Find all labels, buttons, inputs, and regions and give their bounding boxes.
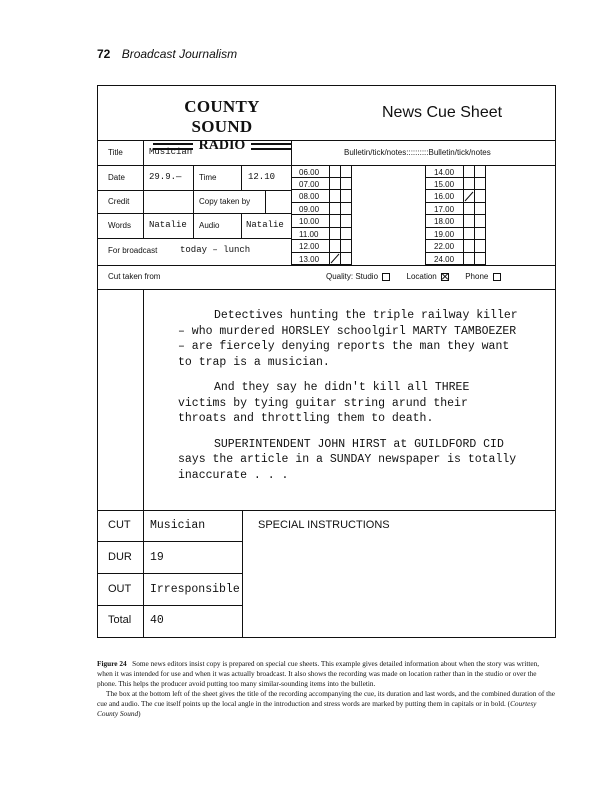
- rule: [97, 265, 556, 266]
- page-number: 72: [97, 47, 111, 61]
- cut-taken-label: Cut taken from: [108, 272, 161, 281]
- time-slot-left-4: 10.00: [299, 217, 320, 226]
- rule: [97, 605, 242, 606]
- phone-label: Phone: [465, 272, 489, 281]
- location-checkbox[interactable]: [441, 273, 449, 281]
- words-value: Natalie: [149, 220, 187, 230]
- rule: [242, 510, 243, 637]
- figure-label: Figure 24: [97, 659, 127, 668]
- rule: [143, 140, 144, 165]
- rule: [97, 510, 556, 511]
- figure-caption: [97, 659, 556, 719]
- time-slot-right-7: 24.00: [434, 255, 455, 264]
- time-slot-left-7: 13.00: [299, 255, 320, 264]
- time-slot-left-5: 11.00: [299, 230, 319, 239]
- rule: [143, 289, 144, 510]
- phone-checkbox[interactable]: [493, 273, 501, 281]
- cue-paragraph-3: SUPERINTENDENT JOHN HIRST at GUILDFORD CID says the article in a SUNDAY newspaper is totally inaccurate . . .: [178, 437, 517, 482]
- rule: [97, 238, 291, 239]
- rule: [143, 190, 144, 213]
- time-slot-right-1: 15.00: [434, 180, 455, 189]
- rule: [241, 165, 242, 190]
- total-label: Total: [108, 614, 132, 626]
- dur-label: DUR: [108, 551, 132, 563]
- title-label: Title: [108, 148, 123, 157]
- time-value: 12.10: [248, 172, 276, 182]
- date-value: 29.9.—: [149, 172, 182, 182]
- rule: [97, 541, 242, 542]
- time-slot-right-5: 19.00: [434, 230, 455, 239]
- time-slot-right-6: 22.00: [434, 242, 455, 251]
- title-value: Musician: [149, 147, 193, 157]
- cue-paragraph-1: Detectives hunting the triple railway killer – who murdered HORSLEY schoolgirl MARTY TAMBOEZER – are fiercely denying reports the man they want to trap is a musician.: [178, 309, 518, 369]
- time-slot-right-3: 17.00: [434, 205, 455, 214]
- rule: [97, 573, 242, 574]
- time-slot-left-3: 09.00: [299, 205, 320, 214]
- time-slot-right-4: 18.00: [434, 217, 455, 226]
- time-slot-left-0: 06.00: [299, 168, 320, 177]
- cue-body: [178, 308, 518, 493]
- broadcast-label: For broadcast: [108, 246, 158, 255]
- rule: [143, 510, 144, 637]
- logo-bar: [251, 143, 291, 150]
- rule: [97, 289, 556, 290]
- caption-courtesy: Courtesy County Sound: [97, 699, 537, 718]
- broadcast-value: today – lunch: [180, 245, 251, 255]
- rule: [265, 190, 266, 213]
- logo-line1: COUNTY SOUND: [184, 97, 260, 136]
- time-slot-left-6: 12.00: [299, 242, 320, 251]
- credit-label: Credit: [108, 197, 130, 206]
- audio-value: Natalie: [246, 220, 284, 230]
- cut-label: CUT: [108, 519, 131, 531]
- cue-paragraph-2: And they say he didn't kill all THREE victims by tying guitar string arund their throats and throttling them to death.: [178, 381, 470, 425]
- rule: [143, 165, 144, 190]
- quality-row: [326, 272, 501, 281]
- caption-text-1: Some news editors insist copy is prepared on special cue sheets. This example gives detailed information about when the story was written, when it was intended for use and when it was actually broadcast. It also shows the recording was made on location rather than in the studio or over the phone. This helps the producer avoid putting too many similar-sounding items into the bulletin.: [97, 659, 540, 688]
- cut-value: Musician: [150, 519, 206, 532]
- quality-label: Quality: Studio: [326, 272, 379, 281]
- rule: [193, 165, 194, 190]
- location-label: Location: [406, 272, 437, 281]
- rule: [193, 190, 194, 213]
- time-slot-left-1: 07.00: [299, 180, 320, 189]
- time-grid: [291, 165, 541, 265]
- special-instructions-label: SPECIAL INSTRUCTIONS: [258, 519, 390, 531]
- date-label: Date: [108, 173, 125, 182]
- total-value: 40: [150, 614, 164, 627]
- caption-text-2: The box at the bottom left of the sheet gives the title of the recording accompanying the cue, its duration and last words, and the combined duration of the cue and audio. The cue itself points up the local angle in the introduction and stress words are marked by putting them in capitals or in bold. (: [97, 689, 556, 708]
- page-header: [97, 47, 237, 61]
- tick-mark-13: [331, 254, 339, 263]
- dur-value: 19: [150, 551, 164, 564]
- out-value: Irresponsible: [150, 583, 240, 596]
- tick-mark-16: [465, 192, 473, 201]
- rule: [143, 213, 144, 238]
- logo-line2: RADIO: [198, 138, 246, 153]
- rule: [193, 213, 194, 238]
- audio-label: Audio: [199, 221, 220, 230]
- bulletin-header: Bulletin/tick/notes::::::::::Bulletin/tick/notes: [344, 148, 491, 157]
- words-label: Words: [108, 221, 131, 230]
- out-label: OUT: [108, 583, 132, 595]
- time-slot-left-2: 08.00: [299, 192, 320, 201]
- studio-checkbox[interactable]: [382, 273, 390, 281]
- county-sound-logo: [152, 97, 292, 154]
- time-slot-right-0: 14.00: [434, 168, 455, 177]
- copy-taken-label: Copy taken by: [199, 197, 251, 206]
- time-slot-right-2: 16.00: [434, 192, 455, 201]
- rule: [97, 190, 291, 191]
- running-title: Broadcast Journalism: [121, 47, 238, 61]
- rule: [97, 213, 291, 214]
- time-label: Time: [199, 173, 217, 182]
- sheet-title: News Cue Sheet: [382, 104, 503, 121]
- rule: [241, 213, 242, 238]
- caption-text-2-end: ): [138, 709, 141, 718]
